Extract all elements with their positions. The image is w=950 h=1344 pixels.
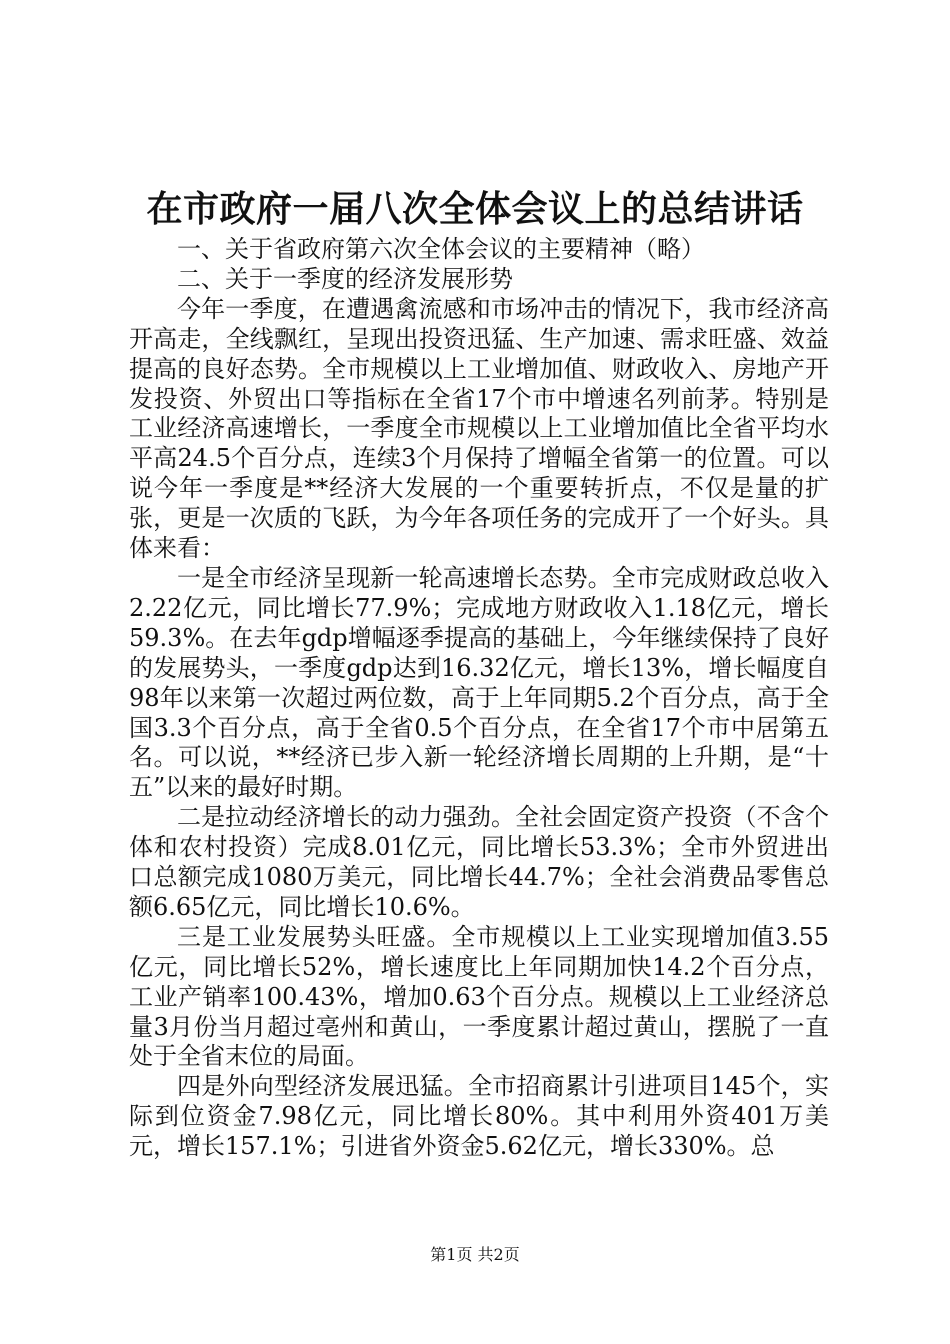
paragraph-point-3: 三是工业发展势头旺盛。全市规模以上工业实现增加值3.55亿元，同比增长52%，增长速度比上年同期加快14.2个百分点，工业产销率100.43%，增加0.63个百分点。规模以上工业经济总量3月份当月超过亳州和黄山，一季度累计超过黄山，摆脱了一直处于全省末位的局面。 [129, 922, 829, 1071]
paragraph-point-1: 一是全市经济呈现新一轮高速增长态势。全市完成财政总收入2.22亿元，同比增长77.9%；完成地方财政收入1.18亿元，增长59.3%。在去年gdp增幅逐季提高的基础上，今年继续保持了良好的发展势头，一季度gdp达到16.32亿元，增长13%，增长幅度自98年以来第一次超过两位数，高于上年同期5.2个百分点，高于全国3.3个百分点，高于全省0.5个百分点，在全省17个市中居第五名。可以说，**经济已步入新一轮经济增长周期的上升期，是“十五”以来的最好时期。 [129, 563, 829, 802]
paragraph-point-2: 二是拉动经济增长的动力强劲。全社会固定资产投资（不含个体和农村投资）完成8.01亿元，同比增长53.3%；全市外贸进出口总额完成1080万美元，同比增长44.7%；全社会消费品零售总额6.65亿元，同比增长10.6%。 [129, 803, 829, 921]
paragraph-overview: 今年一季度，在遭遇禽流感和市场冲击的情况下，我市经济高开高走，全线飘红，呈现出投资迅猛、生产加速、需求旺盛、效益提高的良好态势。全市规模以上工业增加值、财政收入、房地产开发投资、外贸出口等指标在全省17个市中增速名列前茅。特别是工业经济高速增长，一季度全市规模以上工业增加值比全省平均水平高24.5个百分点，连续3个月保持了增幅全省第一的位置。可以说今年一季度是**经济大发展的一个重要转折点，不仅是量的扩张，更是一次质的飞跃，为今年各项任务的完成开了一个好头。具体来看： [129, 294, 829, 563]
document-title: 在市政府一届八次全体会议上的总结讲话 [146, 188, 804, 230]
paragraph-point-4: 四是外向型经济发展迅猛。全市招商累计引进项目145个，实际到位资金7.98亿元，同比增长80%。其中利用外资401万美元，增长157.1%；引进省外资金5.62亿元，增长330%。总 [129, 1072, 829, 1161]
document-body [129, 235, 829, 1162]
page-number-footer: 第1页 共2页 [430, 1245, 520, 1264]
paragraph-section-2: 二、关于一季度的经济发展形势 [177, 264, 513, 293]
paragraph-section-1: 一、关于省政府第六次全体会议的主要精神（略） [177, 235, 705, 263]
